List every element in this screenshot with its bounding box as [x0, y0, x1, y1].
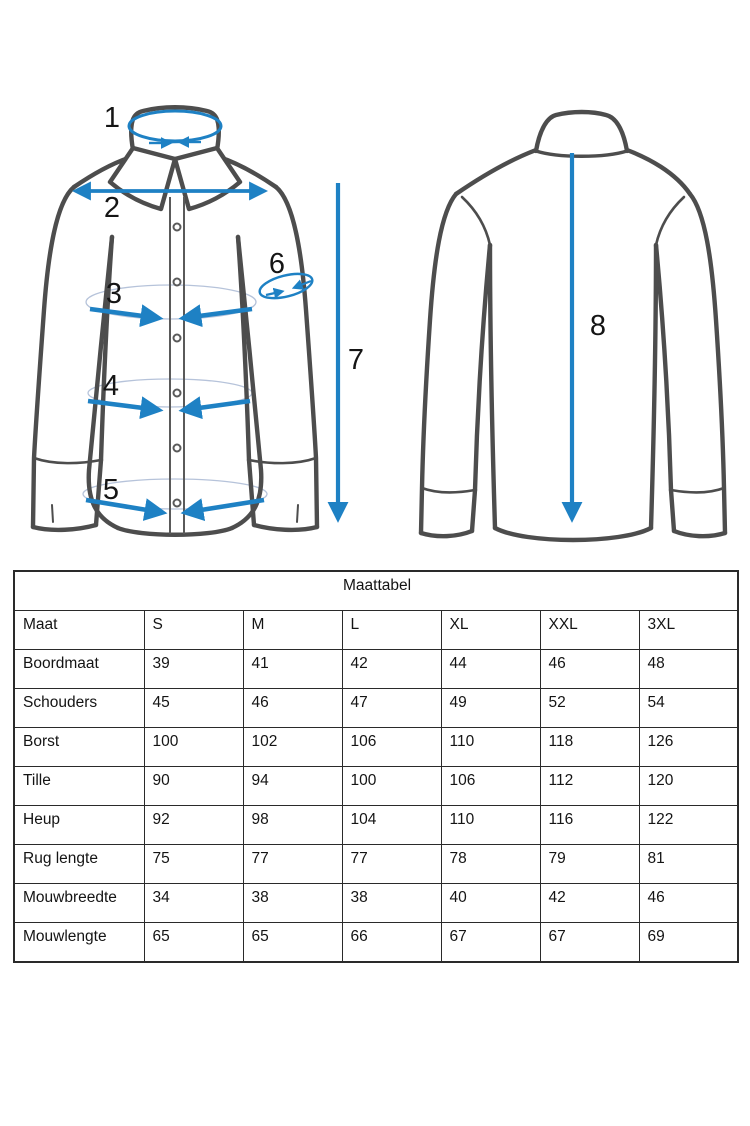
size-value-cell: 110	[441, 728, 540, 767]
label-front-length: 7	[347, 344, 365, 376]
header-cell-xxl: XXL	[540, 611, 639, 650]
button-icon	[174, 500, 181, 507]
header-cell-xl: XL	[441, 611, 540, 650]
label-shoulders: 2	[103, 192, 121, 224]
size-value-cell: 102	[243, 728, 342, 767]
front-hem	[118, 528, 232, 535]
back-right-cuff-bottom	[674, 531, 725, 536]
table-row-schouders	[14, 689, 738, 728]
size-value-cell: 110	[441, 806, 540, 845]
back-right-body-side	[651, 245, 656, 528]
size-value-cell: 67	[441, 923, 540, 963]
front-left-cuff-bottom	[33, 525, 96, 530]
table-header-row	[14, 611, 738, 650]
back-left-sleeve-outer	[421, 194, 456, 533]
size-value-cell: 118	[540, 728, 639, 767]
header-cell-maat: Maat	[14, 611, 144, 650]
button-icon	[174, 335, 181, 342]
label-waist: 4	[102, 370, 120, 402]
header-cell-l: L	[342, 611, 441, 650]
label-collar: 1	[103, 102, 121, 134]
back-right-armhole-seam	[656, 197, 684, 245]
size-value-cell: 47	[342, 689, 441, 728]
front-left-cuff-slit	[52, 505, 53, 522]
size-value-cell: 100	[144, 728, 243, 767]
size-value-cell: 44	[441, 650, 540, 689]
shirt-measurement-diagram	[0, 0, 750, 560]
waist-arrow-right	[199, 401, 250, 408]
size-value-cell: 69	[639, 923, 738, 963]
header-cell-m: M	[243, 611, 342, 650]
table-row-rug-lengte	[14, 845, 738, 884]
size-value-cell: 40	[441, 884, 540, 923]
back-hem	[495, 528, 651, 540]
size-value-cell: 112	[540, 767, 639, 806]
label-chest: 3	[105, 278, 123, 310]
size-value-cell: 104	[342, 806, 441, 845]
back-collar-bottom	[536, 151, 627, 156]
size-value-cell: 46	[540, 650, 639, 689]
size-value-cell: 38	[342, 884, 441, 923]
size-table-container	[13, 570, 737, 963]
back-collar	[536, 112, 627, 151]
size-value-cell: 90	[144, 767, 243, 806]
back-right-sleeve-inner	[656, 245, 671, 490]
row-label-cell: Schouders	[14, 689, 144, 728]
shirt-diagram-svg	[0, 0, 750, 560]
size-value-cell: 122	[639, 806, 738, 845]
back-left-cuff-bottom	[421, 531, 472, 536]
label-back-length: 8	[589, 310, 607, 342]
size-value-cell: 79	[540, 845, 639, 884]
size-value-cell: 66	[342, 923, 441, 963]
size-table	[13, 570, 739, 963]
size-value-cell: 81	[639, 845, 738, 884]
size-value-cell: 46	[639, 884, 738, 923]
size-value-cell: 77	[243, 845, 342, 884]
row-label-cell: Heup	[14, 806, 144, 845]
row-label-cell: Rug lengte	[14, 845, 144, 884]
front-left-sleeve-outer	[33, 187, 74, 527]
sleeve-arrow-left	[266, 293, 275, 295]
shirt-front-outline	[33, 107, 317, 535]
back-right-cuff-inner	[671, 490, 674, 531]
size-value-cell: 46	[243, 689, 342, 728]
front-right-cuff-bottom	[254, 525, 317, 530]
label-hip: 5	[102, 474, 120, 506]
row-label-cell: Borst	[14, 728, 144, 767]
size-value-cell: 67	[540, 923, 639, 963]
table-row-mouwbreedte	[14, 884, 738, 923]
size-value-cell: 42	[540, 884, 639, 923]
table-title: Maattabel	[14, 571, 738, 611]
size-value-cell: 106	[342, 728, 441, 767]
row-label-cell: Boordmaat	[14, 650, 144, 689]
size-value-cell: 39	[144, 650, 243, 689]
button-icon	[174, 279, 181, 286]
size-value-cell: 98	[243, 806, 342, 845]
back-left-cuff-top	[422, 488, 475, 492]
header-cell-3xl: 3XL	[639, 611, 738, 650]
size-value-cell: 38	[243, 884, 342, 923]
back-left-body-side	[490, 245, 495, 528]
row-label-cell: Mouwlengte	[14, 923, 144, 963]
back-right-cuff-top	[671, 488, 724, 492]
size-value-cell: 94	[243, 767, 342, 806]
size-value-cell: 34	[144, 884, 243, 923]
size-value-cell: 49	[441, 689, 540, 728]
size-value-cell: 106	[441, 767, 540, 806]
size-value-cell: 120	[639, 767, 738, 806]
table-row-borst	[14, 728, 738, 767]
size-value-cell: 65	[243, 923, 342, 963]
size-value-cell: 78	[441, 845, 540, 884]
back-right-sleeve-outer	[690, 194, 725, 533]
row-label-cell: Tille	[14, 767, 144, 806]
size-value-cell: 116	[540, 806, 639, 845]
size-value-cell: 65	[144, 923, 243, 963]
size-value-cell: 77	[342, 845, 441, 884]
table-title-row	[14, 571, 738, 611]
back-right-shoulder	[627, 150, 690, 194]
size-value-cell: 75	[144, 845, 243, 884]
size-value-cell: 54	[639, 689, 738, 728]
table-row-tille	[14, 767, 738, 806]
size-value-cell: 52	[540, 689, 639, 728]
size-value-cell: 42	[342, 650, 441, 689]
size-value-cell: 126	[639, 728, 738, 767]
back-left-armhole-seam	[462, 197, 490, 245]
label-sleeve-width: 6	[268, 248, 286, 280]
back-left-sleeve-inner	[475, 245, 490, 490]
button-icon	[174, 224, 181, 231]
front-right-cuff-slit	[297, 505, 298, 522]
front-placket	[170, 197, 184, 534]
table-row-mouwlengte	[14, 923, 738, 963]
front-right-sleeve-outer	[276, 187, 317, 527]
table-row-heup	[14, 806, 738, 845]
button-icon	[174, 390, 181, 397]
size-value-cell: 92	[144, 806, 243, 845]
size-value-cell: 45	[144, 689, 243, 728]
back-left-cuff-inner	[472, 490, 475, 531]
size-value-cell: 48	[639, 650, 738, 689]
table-row-boordmaat	[14, 650, 738, 689]
row-label-cell: Mouwbreedte	[14, 884, 144, 923]
size-value-cell: 100	[342, 767, 441, 806]
size-value-cell: 41	[243, 650, 342, 689]
button-icon	[174, 445, 181, 452]
back-left-shoulder	[456, 150, 536, 194]
collar-measure-ellipse	[129, 111, 221, 141]
header-cell-s: S	[144, 611, 243, 650]
